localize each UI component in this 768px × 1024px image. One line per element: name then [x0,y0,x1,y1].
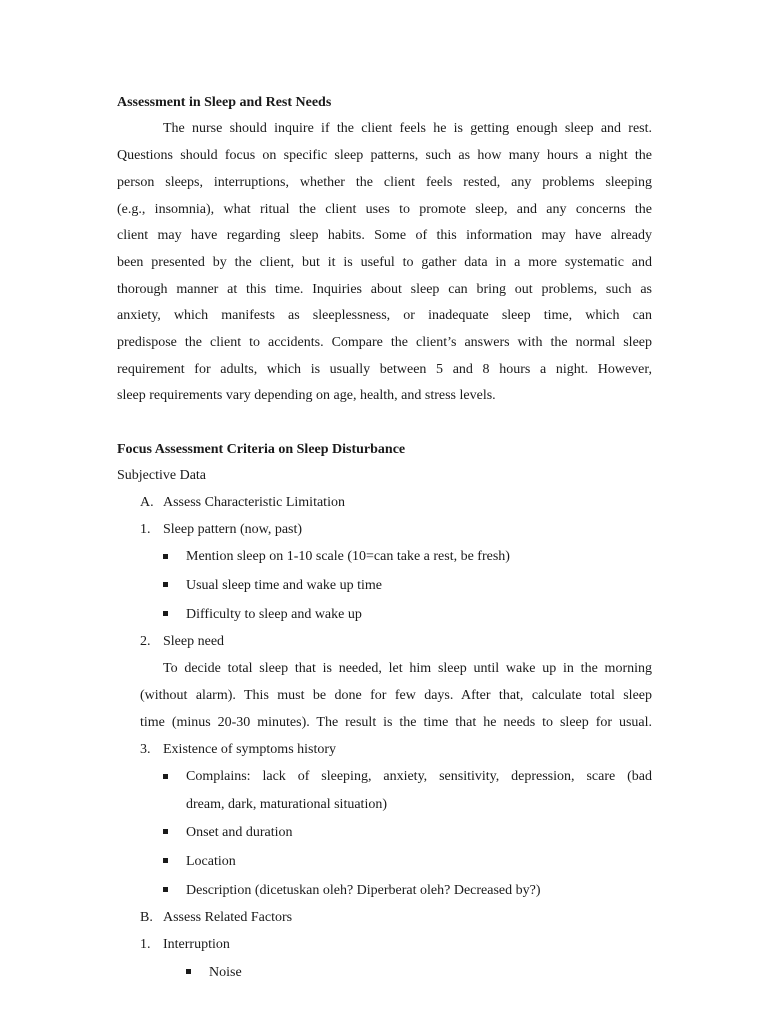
bullet-item-text: Difficulty to sleep and wake up [186,607,362,622]
bullet-square-icon [163,582,168,587]
paragraph-line: time (minus 20-30 minutes). The result is the time that he needs to sleep for usual. [140,715,652,730]
bullet-square-icon [163,887,168,892]
paragraph-line: (e.g., insomnia), what ritual the client uses to promote sleep, and any concerns the [117,202,652,217]
bullet-item-text: Noise [209,965,242,980]
section-heading-sleep-rest: Assessment in Sleep and Rest Needs [117,95,332,110]
bullet-item-text: Usual sleep time and wake up time [186,578,382,593]
list-marker: 2. [140,634,151,649]
list-item-text: Assess Related Factors [163,910,293,925]
list-marker: B. [140,910,153,925]
paragraph-line: client may have regarding sleep habits. Some of this information may have already [117,228,652,243]
paragraph-line: (without alarm). This must be done for few days. After that, calculate total sleep [140,688,652,703]
paragraph-line: predispose the client to accidents. Compare the client’s answers with the normal sleep [117,335,652,350]
paragraph-line: thorough manner at this time. Inquiries about sleep can bring out problems, such as [117,282,652,297]
list-marker: 1. [140,522,151,537]
paragraph-line: sleep requirements vary depending on age, health, and stress levels. [117,388,496,403]
subheading-subjective-data: Subjective Data [117,468,207,483]
bullet-item-text: Mention sleep on 1-10 scale (10=can take a rest, be fresh) [186,549,510,564]
bullet-item-text: Onset and duration [186,825,293,840]
list-item-text: Sleep need [163,634,225,649]
list-marker: 3. [140,742,151,757]
paragraph-line: been presented by the client, but it is useful to gather data in a more systematic and [117,255,652,270]
bullet-square-icon [163,611,168,616]
bullet-item-text: Complains: lack of sleeping, anxiety, sensitivity, depression, scare (bad [186,769,652,784]
list-item-text: Existence of symptoms history [163,742,337,757]
bullet-square-icon [163,554,168,559]
paragraph-line: The nurse should inquire if the client feels he is getting enough sleep and rest. [163,121,652,136]
paragraph-line: requirement for adults, which is usually between 5 and 8 hours a night. However, [117,362,652,377]
paragraph-line: To decide total sleep that is needed, let him sleep until wake up in the morning [163,661,652,676]
bullet-item-text: Location [186,854,236,869]
paragraph-line: person sleeps, interruptions, whether the client feels rested, any problems sleeping [117,175,652,190]
bullet-square-icon [186,969,191,974]
bullet-square-icon [163,858,168,863]
list-item-text: Sleep pattern (now, past) [163,522,303,537]
list-marker: 1. [140,937,151,952]
list-item-text: Interruption [163,937,230,952]
bullet-square-icon [163,829,168,834]
list-marker: A. [140,495,154,510]
paragraph-line: anxiety, which manifests as sleeplessness, or inadequate sleep time, which can [117,308,652,323]
bullet-square-icon [163,774,168,779]
bullet-item-text: dream, dark, maturational situation) [186,797,387,812]
list-item-text: Assess Characteristic Limitation [163,495,345,510]
paragraph-line: Questions should focus on specific sleep patterns, such as how many hours a night the [117,148,652,163]
section-heading-focus-assessment: Focus Assessment Criteria on Sleep Disturbance [117,442,406,457]
bullet-item-text: Description (dicetuskan oleh? Diperberat oleh? Decreased by?) [186,883,541,898]
